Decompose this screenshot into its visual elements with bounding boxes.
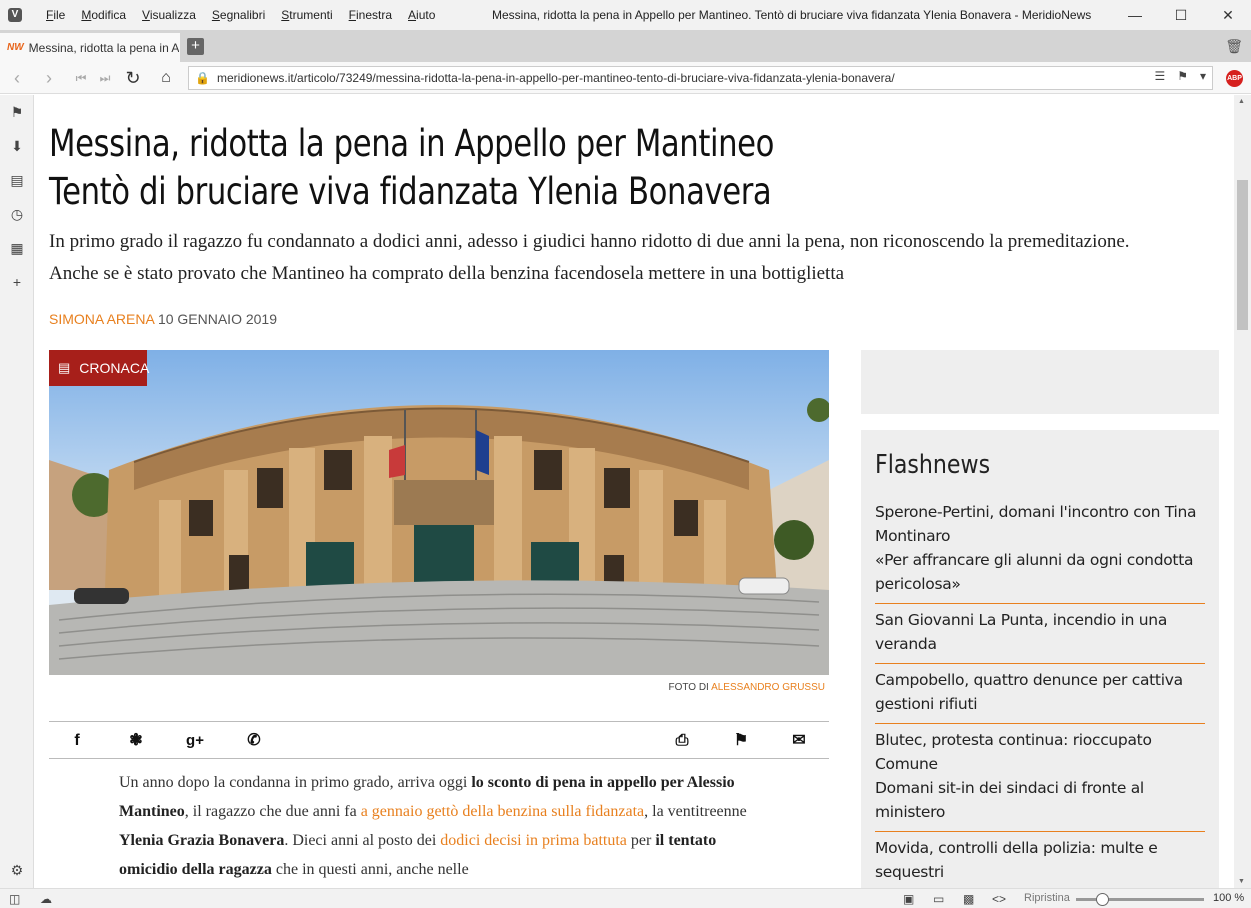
maximize-button[interactable]: ☐: [1174, 7, 1188, 23]
article-body: [119, 768, 759, 884]
flashnews-item[interactable]: [875, 832, 1205, 888]
facebook-icon[interactable]: f: [74, 732, 80, 749]
flashnews-headline: Sperone-Pertini, domani l'incontro con Tina Montinaro: [875, 503, 1197, 545]
close-window-button[interactable]: ✕: [1222, 7, 1234, 23]
flashnews-item[interactable]: [875, 664, 1205, 724]
tile-tabs-icon[interactable]: ▭: [933, 892, 945, 906]
tab-title: Messina, ridotta la pena in A: [28, 40, 180, 55]
article-headline: [49, 120, 774, 216]
flashnews-subline: Domani sit-in dei sindaci di fronte al ministero: [875, 779, 1144, 821]
navigation-bar: [0, 62, 1251, 94]
reader-view-icon[interactable]: ☰: [1154, 69, 1166, 83]
page-actions-icon[interactable]: <>: [992, 892, 1007, 906]
twitter-icon[interactable]: ❃: [129, 732, 143, 749]
web-page: [35, 95, 1234, 888]
menu-visualizza[interactable]: Visualizza: [142, 8, 196, 22]
zoom-value: 100 %: [1213, 892, 1245, 904]
caption-prefix: FOTO DI: [668, 682, 709, 693]
flashnews-list: [875, 496, 1205, 888]
article-photo[interactable]: [49, 350, 829, 675]
fast-forward-icon[interactable]: ⏭: [99, 71, 111, 85]
menu-aiuto[interactable]: Aiuto: [408, 8, 436, 22]
menu-finestra[interactable]: Finestra: [348, 8, 393, 22]
new-tab-button[interactable]: +: [187, 38, 204, 55]
bold-phrase: il tentato omicidio della ragazza: [119, 832, 717, 878]
headline-line-1: Messina, ridotta la pena in Appello per Mantineo: [49, 122, 775, 165]
body-text-run: per: [626, 832, 656, 849]
forward-icon[interactable]: ›: [46, 68, 52, 88]
body-text-run: che in questi anni, anche nelle: [271, 861, 469, 878]
flashnews-subline: «Per affrancare gli alunni da ogni condotta pericolosa»: [875, 551, 1194, 593]
google-plus-icon[interactable]: g+: [186, 732, 204, 749]
photo-caption: [49, 682, 825, 693]
zoom-slider[interactable]: [1076, 898, 1204, 901]
image-toggle-icon[interactable]: ▩: [963, 892, 975, 906]
tab-active[interactable]: [0, 33, 180, 62]
window-title: Messina, ridotta la pena in Appello per Mantineo. Tentò di bruciare viva fidanzata Ylenia Bonavera - MeridioNews: [492, 8, 1092, 22]
status-bar: [0, 888, 1251, 908]
back-icon[interactable]: ‹: [14, 68, 20, 88]
palazzo-building-image: [49, 350, 829, 675]
author-link[interactable]: SIMONA ARENA: [49, 311, 155, 327]
publish-date: 10 GENNAIO 2019: [157, 311, 277, 327]
url-text: meridionews.it/articolo/73249/messina-ridotta-la-pena-in-appello-per-mantineo-tento-di-bruciare-viva-fidanzata-ylenia-bonavera/: [217, 71, 895, 85]
headline-line-2: Tentò di bruciare viva fidanzata Ylenia Bonavera: [49, 170, 772, 213]
flashnews-item[interactable]: [875, 496, 1205, 604]
menu-modifica[interactable]: Modifica: [81, 8, 127, 22]
bookmarks-icon[interactable]: ⚑: [10, 104, 24, 120]
settings-gear-icon[interactable]: ⚙: [10, 862, 24, 878]
flashnews-item[interactable]: [875, 604, 1205, 664]
window-panel-icon[interactable]: ▦: [10, 240, 24, 256]
side-panel: [0, 95, 34, 888]
lock-icon[interactable]: 🔒: [195, 71, 210, 85]
scroll-up-icon[interactable]: ▲: [1238, 98, 1245, 105]
advertisement-placeholder: [861, 350, 1219, 414]
flashnews-title: Flashnews: [875, 450, 991, 480]
category-label: CRONACA: [79, 360, 150, 376]
title-bar: [0, 0, 1251, 30]
flashnews-headline: Campobello, quattro denunce per cattiva gestioni rifiuti: [875, 671, 1183, 713]
inline-link[interactable]: dodici decisi in prima battuta: [440, 832, 627, 849]
reload-icon[interactable]: ↻: [125, 68, 141, 88]
history-icon[interactable]: ◷: [10, 206, 24, 222]
bold-phrase: lo sconto di pena in appello per Alessio Mantineo: [119, 774, 735, 820]
add-panel-icon[interactable]: +: [12, 274, 22, 290]
minimize-button[interactable]: —: [1128, 7, 1142, 23]
inline-link[interactable]: a gennaio gettò della benzina sulla fidanzata: [360, 803, 645, 820]
category-badge[interactable]: [49, 350, 150, 386]
vertical-scrollbar[interactable]: [1234, 95, 1251, 888]
body-text-run: , la ventitreenne: [644, 803, 747, 820]
menu-segnalibri[interactable]: Segnalibri: [211, 8, 266, 22]
flashnews-headline: San Giovanni La Punta, incendio in una veranda: [875, 611, 1168, 653]
body-text-run: Un anno dopo la condanna in primo grado, arriva oggi: [119, 774, 472, 791]
document-icon: ▤: [58, 360, 71, 375]
photographer-link[interactable]: ALESSANDRO GRUSSU: [711, 682, 825, 693]
notes-icon[interactable]: ▤: [10, 172, 24, 188]
article-subtitle: In primo grado il ragazzo fu condannato a dodici anni, adesso i giudici hanno ridotto di due anni la pena, non riconoscendo la premeditazione. Anche se è stato provato che Mantineo ha comprato della benzina facendosela mettere in una bottiglietta: [49, 231, 1130, 284]
chevron-down-icon[interactable]: ▾: [1199, 69, 1206, 83]
vivaldi-app-icon[interactable]: V: [8, 8, 22, 22]
zoom-slider-knob[interactable]: [1096, 893, 1109, 906]
byline: [49, 311, 277, 327]
tab-bar: [0, 30, 1251, 62]
share-bar: [49, 721, 829, 759]
email-icon[interactable]: ✉: [792, 732, 806, 749]
bold-phrase: Ylenia Grazia Bonavera: [119, 832, 285, 849]
cloud-sync-icon[interactable]: ☁: [40, 892, 52, 906]
adblock-plus-icon[interactable]: ABP: [1226, 70, 1243, 87]
home-icon[interactable]: ⌂: [161, 69, 171, 86]
body-text-run: . Dieci anni al posto dei: [284, 832, 441, 849]
print-icon[interactable]: ⎙: [675, 732, 689, 749]
bookmark-page-icon[interactable]: ⚑: [1177, 69, 1188, 83]
meridionews-favicon-icon: NW: [7, 42, 24, 53]
flashnews-headline: Movida, controlli della polizia: multe e sequestri: [875, 839, 1158, 881]
menu-file[interactable]: File: [46, 8, 66, 22]
bookmark-icon[interactable]: ⚑: [733, 732, 749, 749]
zoom-reset-label[interactable]: Ripristina: [1024, 892, 1070, 904]
downloads-icon[interactable]: ⬇: [11, 138, 23, 154]
flashnews-panel: [861, 430, 1219, 888]
trash-icon[interactable]: 🗑: [1225, 38, 1243, 54]
menu-bar: [38, 8, 443, 22]
flashnews-headline: Blutec, protesta continua: rioccupato Comune: [875, 731, 1152, 773]
scroll-down-icon[interactable]: ▼: [1238, 878, 1245, 885]
address-bar[interactable]: [188, 66, 1213, 90]
flashnews-item[interactable]: [875, 724, 1205, 832]
scroll-thumb[interactable]: [1237, 180, 1248, 330]
menu-strumenti[interactable]: Strumenti: [281, 8, 333, 22]
panel-toggle-icon[interactable]: ◫: [9, 892, 21, 906]
capture-icon[interactable]: ▣: [903, 892, 915, 906]
body-text-run: , il ragazzo che due anni fa: [184, 803, 361, 820]
whatsapp-icon[interactable]: ✆: [247, 732, 261, 749]
rewind-icon[interactable]: ⏮: [75, 71, 87, 85]
